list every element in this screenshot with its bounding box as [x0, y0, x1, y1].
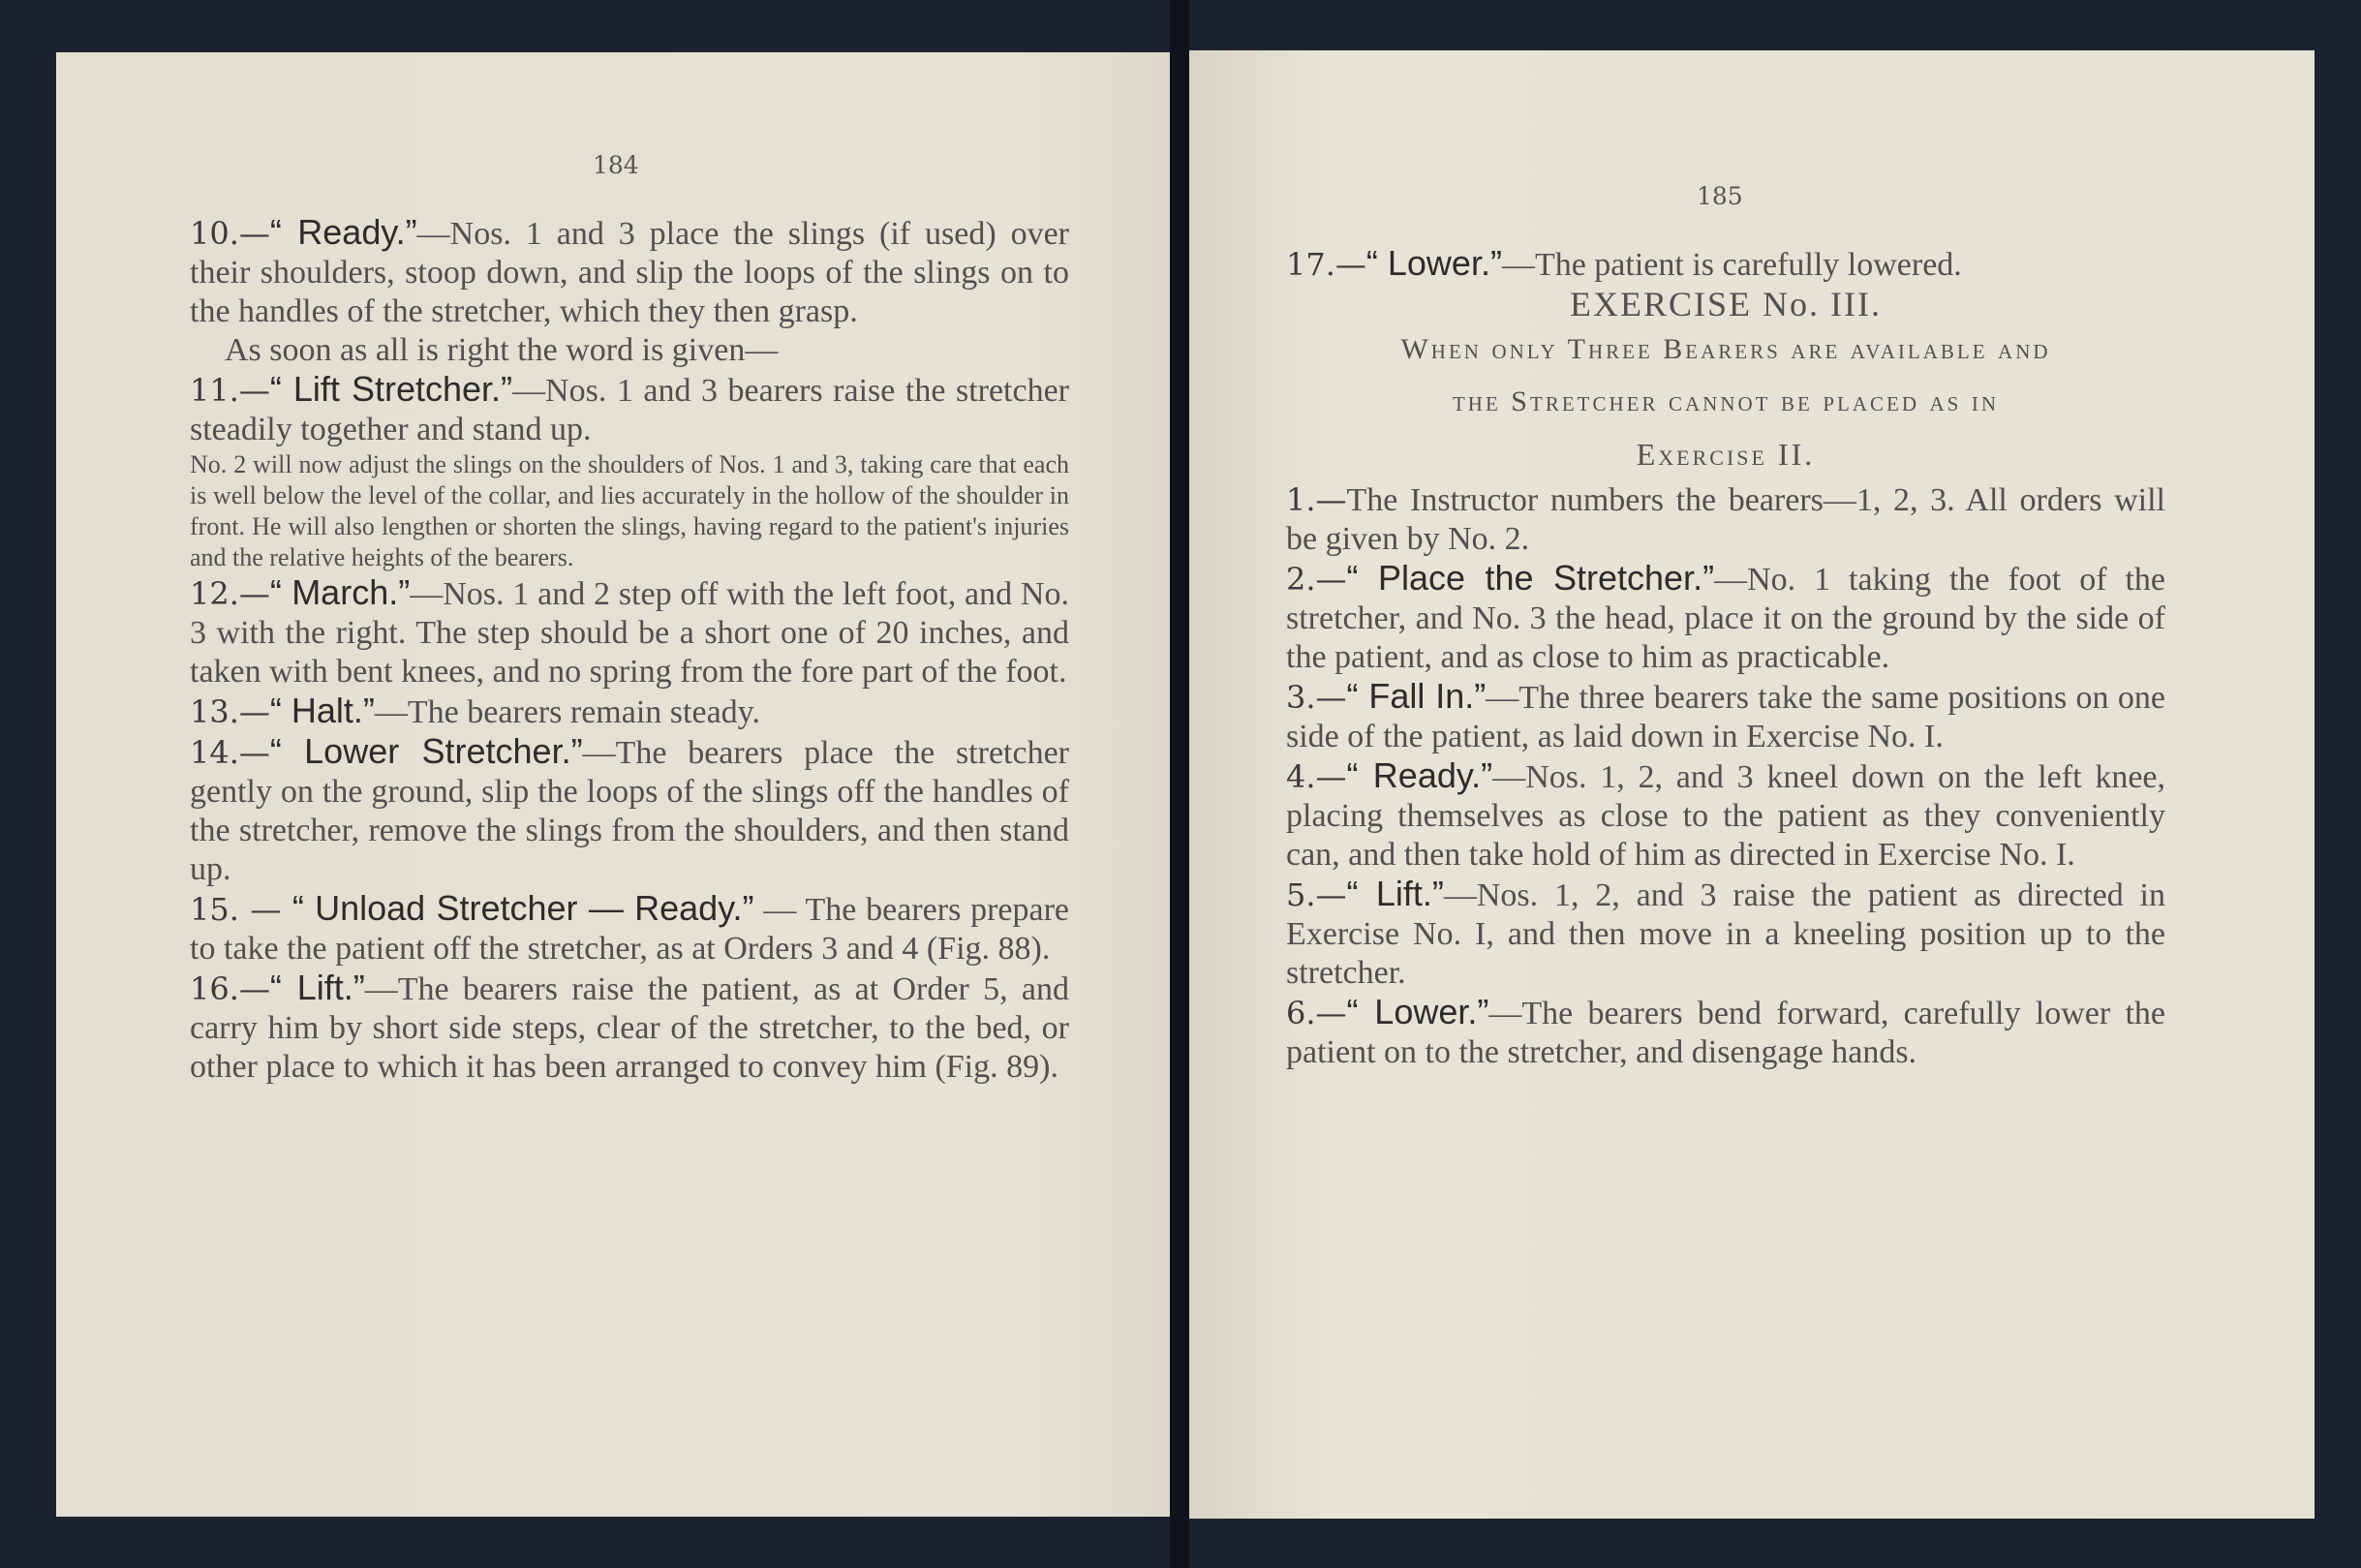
order-r2: 2.—“ Place the Stretcher.”—No. 1 taking the foot of the stretcher, and No. 3 the head, place it on the ground by the side of the patient, and as close to him as practicable. — [1286, 558, 2166, 675]
order-15: 15. — “ Unload Stretcher — Ready.” — The bearers prepare to take the patient off the stretcher, as at Orders 3 and 4 (Fig. 88). — [190, 888, 1070, 967]
order-r3: 3.—“ Fall In.”—The three bearers take the same positions on one side of the patient, as laid down in Exercise No. I. — [1286, 676, 2166, 754]
order-r1: 1.—The Instructor numbers the bearers—1, 2, 3. All orders will be given by No. 2. — [1286, 481, 2165, 557]
order-14: 14.—“ Lower Stretcher.”—The bearers place the stretcher gently on the ground, slip the loops of the slings off the handles of the stretcher, remove the slings from the shoulders, and then stand up. — [190, 731, 1069, 887]
right-page-text — [1286, 244, 2165, 1072]
book-gutter — [1170, 0, 1189, 1568]
order-17: 17.—“ Lower.”—The patient is carefully lowered. — [1286, 243, 1962, 283]
order-r5: 5.—“ Lift.”—Nos. 1, 2, and 3 raise the patient as directed in Exercise No. I, and then move in a kneeling position up to the stretcher. — [1286, 874, 2165, 991]
order-r4: 4.—“ Ready.”—Nos. 1, 2, and 3 kneel down on the left knee, placing themselves as close to the patient as they conveniently can, and then take hold of him as directed in Exercise No. I. — [1286, 755, 2165, 873]
order-16: 16.—“ Lift.”—The bearers raise the patient, as at Order 5, and carry him by short side steps, clear of the stretcher, to the bed, or other place to which it has been arranged to convey him (Fig. 89). — [190, 968, 1069, 1085]
sling-note: No. 2 will now adjust the slings on the shoulders of Nos. 1 and 3, taking care that each is well below the level of the collar, and lies accurately in the hollow of the shoulder in front. He will also lengthen or shorten the slings, having regard to the patient's injuries and the relative heights of the bearers. — [190, 450, 1069, 571]
left-page-text — [190, 213, 1069, 1087]
page-number-right: 185 — [1697, 182, 1743, 210]
exercise-subheading-2: the Stretcher cannot be placed as in — [1452, 385, 1999, 417]
exercise-subheading-1: When only Three Bearers are available and — [1400, 333, 2051, 365]
exercise-subheading-3: Exercise II. — [1636, 437, 1816, 472]
exercise-heading: EXERCISE No. III. — [1570, 285, 1882, 323]
order-r6: 6.—“ Lower.”—The bearers bend forward, carefully lower the patient on to the stretcher, and disengage hands. — [1286, 992, 2165, 1070]
order-10: 10.—“ Ready.”—Nos. 1 and 3 place the slings (if used) over their shoulders, stoop down, and slip the loops of the slings on to the handles of the stretcher, which they then grasp. — [190, 212, 1069, 329]
order-intro: As soon as all is right the word is given— — [225, 332, 779, 368]
order-13: 13.—“ Halt.”—The bearers remain steady. — [190, 691, 760, 730]
page-number-left: 184 — [593, 151, 639, 179]
order-12: 12.—“ March.”—Nos. 1 and 2 step off with the left foot, and No. 3 with the right. The step should be a short one of 20 inches, and taken with bent knees, and no spring from the fore part of the foot. — [190, 572, 1069, 690]
order-11: 11.—“ Lift Stretcher.”—Nos. 1 and 3 bearers raise the stretcher steadily together and stand up. — [190, 369, 1069, 447]
